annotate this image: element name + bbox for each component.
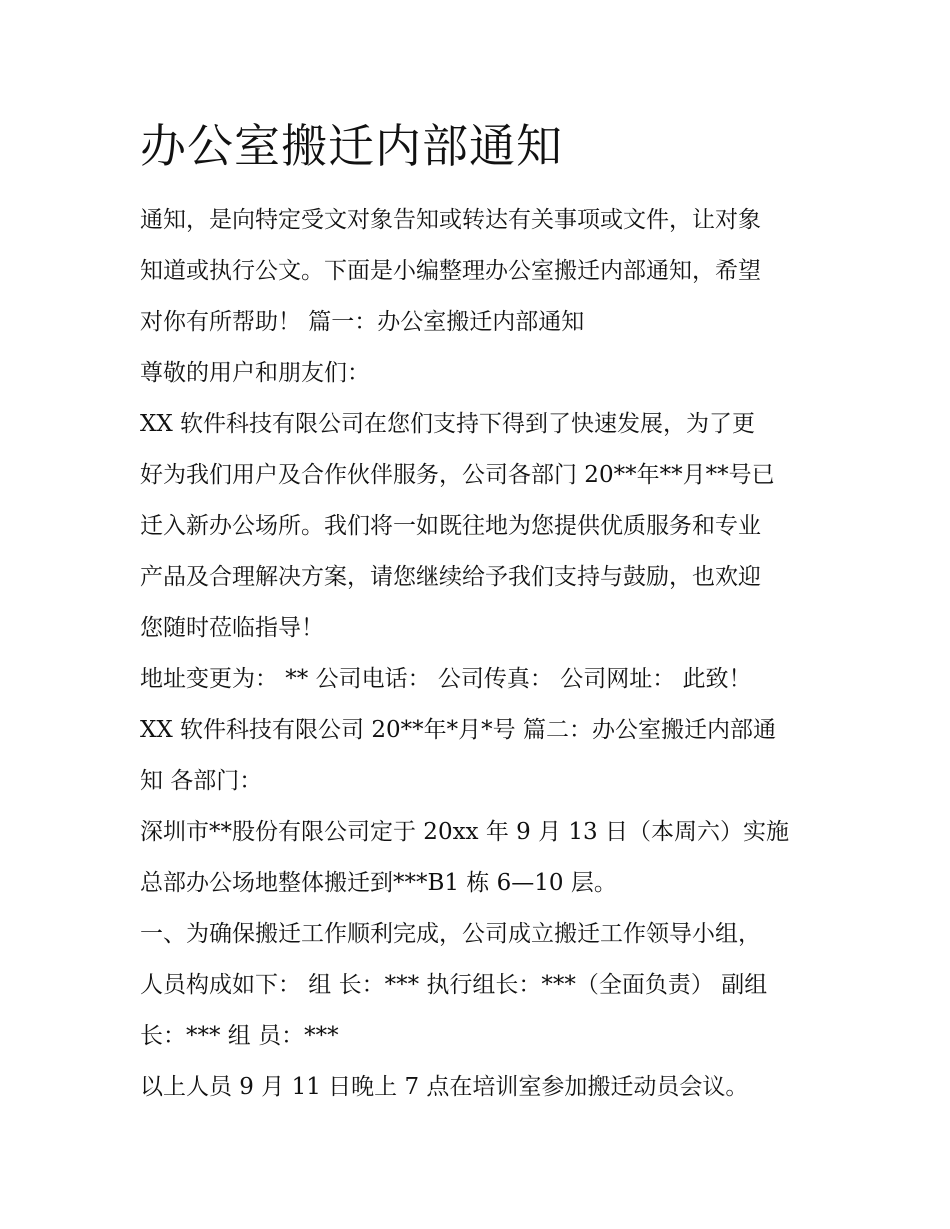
- body-line: 迁入新办公场所。我们将一如既往地为您提供优质服务和专业: [140, 513, 761, 539]
- body-line: 产品及合理解决方案，请您继续给予我们支持与鼓励，也欢迎: [140, 564, 761, 590]
- body-line: XX 软件科技有限公司 20**年*月*号 篇二：办公室搬迁内部通: [140, 717, 776, 743]
- body-line: 您随时莅临指导！: [140, 615, 324, 641]
- body-line: 深圳市**股份有限公司定于 20xx 年 9 月 13 日（本周六）实施: [140, 819, 789, 845]
- body-line: 以上人员 9 月 11 日晚上 7 点在培训室参加搬迁动员会议。: [140, 1074, 749, 1100]
- body-line: 尊敬的用户和朋友们：: [140, 360, 370, 386]
- body-line: 好为我们用户及合作伙伴服务，公司各部门 20**年**月**号已: [140, 462, 775, 488]
- document-title: 办公室搬迁内部通知: [140, 119, 563, 173]
- body-line: 长：*** 组 员：***: [140, 1023, 339, 1049]
- body-line: 总部办公场地整体搬迁到***B1 栋 6—10 层。: [140, 870, 617, 896]
- body-line: 一、为确保搬迁工作顺利完成，公司成立搬迁工作领导小组，: [140, 921, 761, 947]
- body-line: 知道或执行公文。下面是小编整理办公室搬迁内部通知，希望: [140, 258, 761, 284]
- body-line: 人员构成如下： 组 长：*** 执行组长：***（全面负责） 副组: [140, 972, 768, 998]
- body-line: 地址变更为： ** 公司电话： 公司传真： 公司网址： 此致！: [140, 666, 752, 692]
- body-line: XX 软件科技有限公司在您们支持下得到了快速发展，为了更: [140, 411, 756, 437]
- body-line: 通知，是向特定受文对象告知或转达有关事项或文件，让对象: [140, 207, 761, 233]
- body-line: 知 各部门：: [140, 768, 263, 794]
- document-body: [140, 195, 820, 1113]
- body-line: 对你有所帮助！ 篇一：办公室搬迁内部通知: [140, 309, 585, 335]
